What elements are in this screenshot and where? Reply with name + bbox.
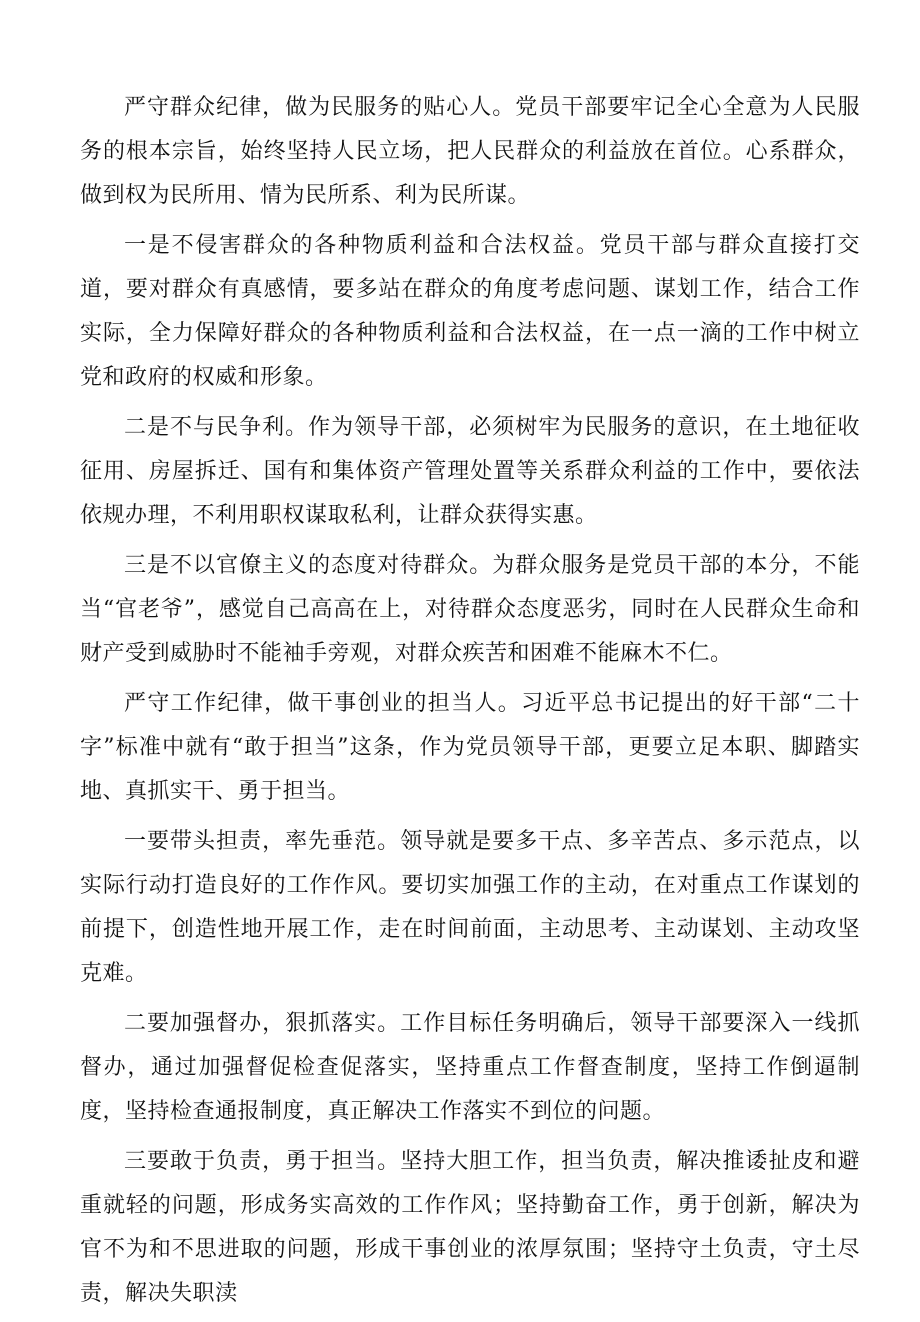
paragraph-not-infringe-interests: 一是不侵害群众的各种物质利益和合法权益。党员干部与群众直接打交道，要对群众有真感情，要多站在群众的角度考虑问题、谋划工作，结合工作实际，全力保障好群众的各种物质利益和合法权益，在一点一滴的工作中树立党和政府的权威和形象。	[80, 233, 860, 390]
document-body	[80, 86, 860, 1322]
paragraph-mass-discipline: 严守群众纪律，做为民服务的贴心人。党员干部要牢记全心全意为人民服务的根本宗旨，始终坚持人民立场，把人民群众的利益放在首位。心系群众，做到权为民所用、情为民所系、利为民所谋。	[80, 95, 860, 208]
paragraph-no-bureaucratism: 三是不以官僚主义的态度对待群众。为群众服务是党员干部的本分，不能当“官老爷”，感觉自己高高在上，对待群众态度恶劣，同时在人民群众生命和财产受到威胁时不能袖手旁观，对群众疾苦和困难不能麻木不仁。	[80, 553, 860, 666]
paragraph-not-compete-with-people: 二是不与民争利。作为领导干部，必须树牢为民服务的意识，在土地征收征用、房屋拆迁、国有和集体资产管理处置等关系群众利益的工作中，要依法依规办理，不利用职权谋取私利，让群众获得实惠。	[80, 415, 860, 528]
paragraph-take-responsibility: 一要带头担责，率先垂范。领导就是要多干点、多辛苦点、多示范点，以实际行动打造良好的工作作风。要切实加强工作的主动，在对重点工作谋划的前提下，创造性地开展工作，走在时间前面，主动思考、主动谋划、主动攻坚克难。	[80, 829, 860, 986]
paragraph-strengthen-supervision: 二要加强督办，狠抓落实。工作目标任务明确后，领导干部要深入一线抓督办，通过加强督促检查促落实，坚持重点工作督查制度，坚持工作倒逼制度，坚持检查通报制度，真正解决工作落实不到位的问题。	[80, 1011, 860, 1124]
paragraph-dare-to-be-responsible: 三要敢于负责，勇于担当。坚持大胆工作，担当负责，解决推诿扯皮和避重就轻的问题，形成务实高效的工作作风；坚持勤奋工作，勇于创新，解决为官不为和不思进取的问题，形成干事创业的浓厚氛围；坚持守土负责，守土尽责，解决失职渎	[80, 1149, 860, 1306]
paragraph-work-discipline: 严守工作纪律，做干事创业的担当人。习近平总书记提出的好干部“二十字”标准中就有“敢于担当”这条，作为党员领导干部，更要立足本职、脚踏实地、真抓实干、勇于担当。	[80, 691, 860, 804]
